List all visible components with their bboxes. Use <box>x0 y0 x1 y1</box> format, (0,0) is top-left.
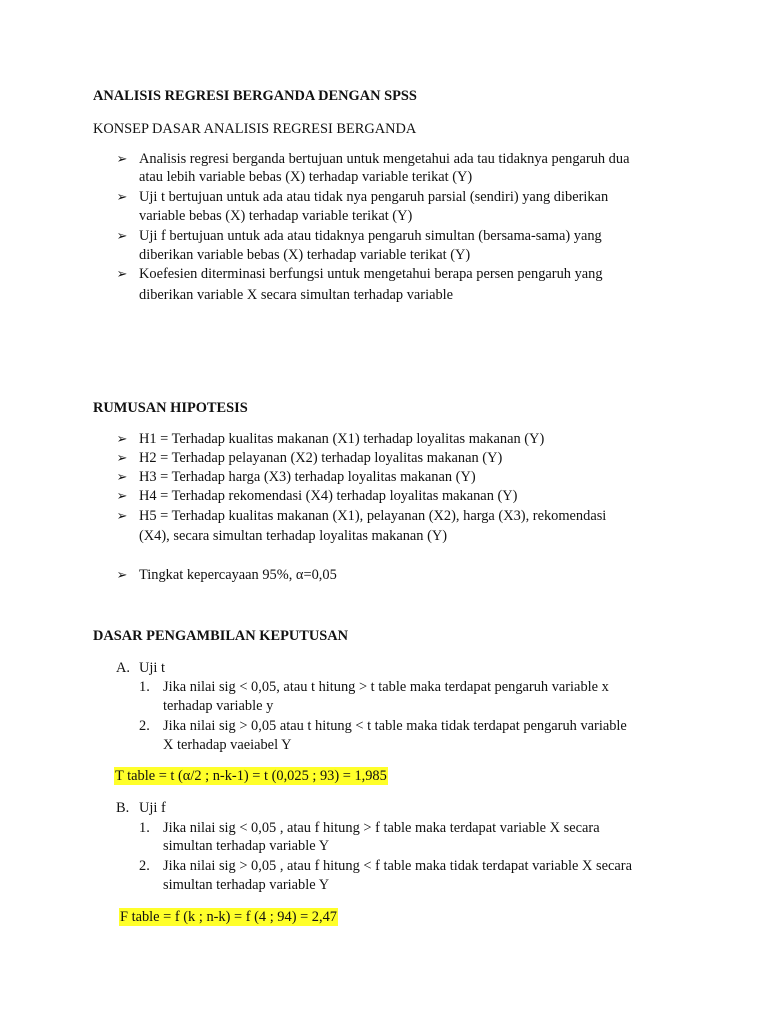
list-item-text: H3 = Terhadap harga (X3) terhadap loyalitas makanan (Y) <box>139 469 476 485</box>
uji-t-label: Uji t <box>139 660 165 676</box>
arrow-bullet-icon: ➢ <box>116 469 128 484</box>
arrow-bullet-icon: ➢ <box>116 151 128 166</box>
uji-f-label: Uji f <box>139 800 166 816</box>
list-item-text: X terhadap vaeiabel Y <box>163 737 292 753</box>
list-item-text: H4 = Terhadap rekomendasi (X4) terhadap loyalitas makanan (Y) <box>139 488 518 504</box>
list-number: 2. <box>139 718 150 734</box>
arrow-bullet-icon: ➢ <box>116 567 128 582</box>
section-heading-keputusan: DASAR PENGAMBILAN KEPUTUSAN <box>93 628 349 644</box>
list-item-text: diberikan variable X secara simultan terhadap variable <box>139 287 454 303</box>
list-number: 2. <box>139 858 150 874</box>
list-number: 1. <box>139 679 150 695</box>
list-item-text: H5 = Terhadap kualitas makanan (X1), pelayanan (X2), harga (X3), rekomendasi <box>139 508 607 524</box>
f-table-formula: F table = f (k ; n-k) = f (4 ; 94) = 2,47 <box>120 909 337 925</box>
section-heading-konsep: KONSEP DASAR ANALISIS REGRESI BERGANDA <box>93 121 417 137</box>
list-item-text: simultan terhadap variable Y <box>163 838 330 854</box>
list-item-text: Jika nilai sig < 0,05, atau t hitung > t table maka terdapat pengaruh variable x <box>163 679 609 695</box>
list-marker: A. <box>116 660 130 676</box>
list-item-text: Uji t bertujuan untuk ada atau tidak nya pengaruh parsial (sendiri) yang diberikan <box>139 189 609 205</box>
list-item-text: Jika nilai sig > 0,05 atau t hitung < t table maka tidak terdapat pengaruh variable <box>163 718 627 734</box>
list-item-text: terhadap variable y <box>163 698 274 714</box>
list-item-text: Jika nilai sig < 0,05 , atau f hitung > f table maka terdapat variable X secara <box>163 820 600 836</box>
list-item-text: H2 = Terhadap pelayanan (X2) terhadap loyalitas makanan (Y) <box>139 450 503 466</box>
arrow-bullet-icon: ➢ <box>116 266 128 281</box>
section-heading-hipotesis: RUMUSAN HIPOTESIS <box>93 400 248 416</box>
arrow-bullet-icon: ➢ <box>116 508 128 523</box>
arrow-bullet-icon: ➢ <box>116 450 128 465</box>
list-item-text: Jika nilai sig > 0,05 , atau f hitung < f table maka tidak terdapat variable X secara <box>163 858 632 874</box>
confidence-level-text: Tingkat kepercayaan 95%, α=0,05 <box>139 567 337 583</box>
list-item-text: diberikan variable bebas (X) terhadap variable terikat (Y) <box>139 247 471 263</box>
list-item-text: Koefesien diterminasi berfungsi untuk mengetahui berapa persen pengaruh yang <box>139 266 603 282</box>
list-item-text: variable bebas (X) terhadap variable terikat (Y) <box>139 208 413 224</box>
arrow-bullet-icon: ➢ <box>116 488 128 503</box>
arrow-bullet-icon: ➢ <box>116 189 128 204</box>
list-item-text: atau lebih variable bebas (X) terhadap variable terikat (Y) <box>139 169 473 185</box>
arrow-bullet-icon: ➢ <box>116 431 128 446</box>
list-item-text: Uji f bertujuan untuk ada atau tidaknya pengaruh simultan (bersama-sama) yang <box>139 228 602 244</box>
list-number: 1. <box>139 820 150 836</box>
list-item-text: Analisis regresi berganda bertujuan untuk mengetahui ada tau tidaknya pengaruh dua <box>139 151 630 167</box>
t-table-formula: T table = t (α/2 ; n-k-1) = t (0,025 ; 93) = 1,985 <box>115 768 387 784</box>
list-marker: B. <box>116 800 130 816</box>
list-item-text: H1 = Terhadap kualitas makanan (X1) terhadap loyalitas makanan (Y) <box>139 431 545 447</box>
list-item-text: simultan terhadap variable Y <box>163 877 330 893</box>
arrow-bullet-icon: ➢ <box>116 228 128 243</box>
document-title: ANALISIS REGRESI BERGANDA DENGAN SPSS <box>93 88 417 104</box>
list-item-text: (X4), secara simultan terhadap loyalitas makanan (Y) <box>139 528 448 544</box>
